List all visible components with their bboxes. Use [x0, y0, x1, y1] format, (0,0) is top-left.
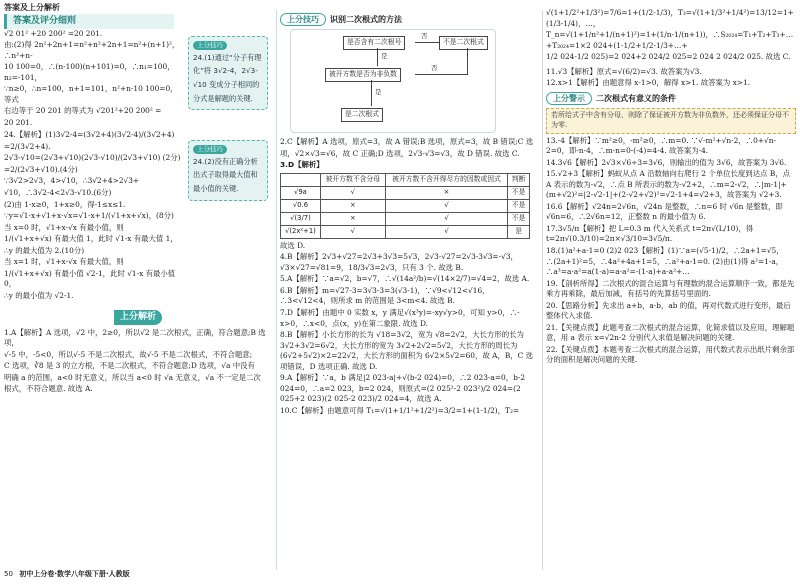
tip-box	[188, 140, 268, 201]
question-12: 12.x>1【解析】由题意得 x-1>0，解得 x>1. 故答案为 x>1.	[546, 78, 751, 88]
table-cell: 不是	[508, 186, 530, 199]
flow-box-nonneg: 被开方数是否为非负数	[325, 68, 401, 82]
text-line: ∴y 的最小值为 √2-1.	[4, 290, 74, 300]
tip-text: 24.(1)通过“分子有理化”将 3√2-4，2√3-√10 变成分子相同的分式是解题的关键.	[193, 52, 262, 103]
text-line: 15.√2+3【解析】蚂蚁从点 A 沿数轴向右爬行 2 个单位长度到达点 B，点 A 表示的数为-√2，∴点 B 所表示的数为-√2+2，∴m=2-√2，∴|m-1|+(m+√2)²=|2-√2-1|+(2-√2+√2)²=√2-1+4=√2+3，故答案为 √2+3.	[546, 169, 791, 200]
text-line: 24.【解析】(1)3√2-4=(3√2+4)(3√2-4)/(3√2+4)	[4, 130, 175, 140]
page-number: 50	[4, 570, 13, 578]
text-line: 1/(√1+x+√x) 有最大值 1，此时 √1-x 有最大值 1，	[4, 234, 178, 244]
text-line: =2/(3√2+4).	[4, 141, 51, 151]
text-line: 明确 a 的范围，a<0 时无意义，所以当 a<0 时 √a 无意义，√a 不一定是二次	[4, 372, 261, 382]
text-line: 16.6【解析】√24n=2√6n，√24n 是整数，∴n=6 时 √6n 是整数，即 √6n=6，∴2√6n=12，正整数 n 的最小值为 6.	[546, 201, 783, 222]
table-cell: √9a	[281, 186, 321, 199]
text-line: ∵3√2>2√3，4>√10，∴3√2+4>2√3+	[4, 176, 140, 186]
questions-4-10	[280, 252, 538, 416]
question-3-end: 故选 D.	[280, 240, 306, 250]
page-footer	[4, 570, 130, 580]
table-cell: ×	[320, 199, 385, 212]
table-row	[281, 199, 530, 212]
table-cell: 是	[508, 225, 530, 238]
method-header	[280, 13, 538, 26]
table-cell: 不是	[508, 199, 530, 212]
table-cell: √	[385, 199, 507, 212]
text-line: 20.【思路分析】先求出 a+b，a-b，ab 的值，再对代数式进行变形，最后整体代入求值.	[546, 300, 791, 321]
text-line: 14.3√6【解析】2√3×√6÷3=3√6，则输出的值为 3√6，故答案为 3√6.	[546, 157, 787, 167]
flow-arrow	[415, 42, 439, 43]
flow-arrow	[377, 48, 378, 66]
text-line: ∴y 的最大值为 2.(10分)	[4, 245, 85, 255]
question-24	[4, 130, 182, 301]
tip-text: 24.(2)没有正确分析出式子取得最大值和最小值的关键.	[193, 156, 258, 194]
table-cell: √	[385, 212, 507, 225]
warn-title: 二次根式有意义的条件	[596, 93, 676, 103]
text-line: 2.C【解析】A 选项，原式=3，故 A 错误;B 选项，原式=3，故 B 错误;C 选	[280, 137, 534, 147]
intro-text	[4, 29, 182, 129]
table-row	[281, 225, 530, 238]
answer-main	[4, 14, 182, 302]
analysis-banner: 上分解析	[114, 310, 162, 325]
table-cell: √(2x²+1)	[281, 225, 321, 238]
tip-tag: 上分技巧	[193, 41, 227, 50]
question-3-table	[280, 173, 530, 239]
method-pill: 上分技巧	[280, 13, 326, 26]
flow-label-yes: 是	[381, 52, 388, 61]
text-line: 22.【关键点拨】本题考查二次根式的混合运算，用代数式表示出纸片剩余部分的面积是解决问题的关键.	[546, 344, 795, 365]
page-header: 答案及上分解析	[4, 3, 60, 12]
table-cell: √	[385, 225, 507, 238]
text-line: 当 x=1 时，√1+x-√x 有最大值，则	[4, 257, 124, 267]
flow-arrow	[467, 48, 468, 75]
text-line: √10，∴3√2-4<2√3-√10.(6分)	[4, 187, 112, 197]
questions-13-22	[546, 136, 796, 366]
table-cell: √(3/7)	[281, 212, 321, 225]
column-divider	[276, 10, 277, 570]
text-line: 2√3-√10=(2√3+√10)(2√3-√10)/(2√3+√10) (2分)	[4, 153, 181, 163]
warn-box: 若所给式子中含有分母，则除了保证被开方数为非负数外，还必须保证分母不为零.	[546, 108, 796, 134]
text-line: √2 01² +20 200² =20 201.	[4, 28, 103, 38]
column-left	[4, 14, 272, 570]
text-line: T_n=√(1+1/n²+1/(n+1)²)=1+(1/n-1/(n+1))，∴S₂₀₂₄=T₁+T₂+T₃+…+T₂₀₂₄=1×2 024+(1-1/2+1/2-1/3+…+	[546, 30, 794, 50]
warn-pill: 上分警示	[546, 92, 592, 105]
text-line: 18.(1)a²+a-1=0 (2)2 023【解析】(1)∵a=(√5-1)/2，∴2a+1=√5，∴(2a+1)²=5，∴4a²+4a+1=5，∴a²+a-1=0. (2)由(1)得 a²=1-a，∴a³=a·a²=a(1-a)=a-a²=-(1-a)+a-a²+…	[546, 246, 784, 277]
text-line: 13.-4【解析】∵m²≥0，-m²≥0，∴m=0. ∵√-m²+√n-2，∴0+√n-2=0，即-n-4，∴m-n=0-(-4)=4-4. 故答案为-4.	[546, 135, 776, 156]
column-right	[546, 8, 796, 570]
text-line: =2/(2√3+√10).(4分)	[4, 164, 78, 174]
flow-box-has-root: 是否含有二次根号	[343, 36, 405, 50]
column-divider	[542, 10, 543, 570]
flow-label-no: 否	[421, 32, 428, 41]
flow-box-not-root: 不是二次根式	[439, 36, 488, 50]
table-cell: 不是	[508, 212, 530, 225]
flow-label-yes: 是	[375, 88, 382, 97]
text-line: 项，√2×√3=√6，故 C 正确;D 选项，2√3-√3=√3，故 D 错误. 故选 C.	[280, 148, 520, 158]
table-row	[281, 212, 530, 225]
text-line: 8.B【解析】小长方形的长为 √18=3√2，宽为 √8=2√2，大长方形的长为 3√2+3√2=6√2，大长方形的宽为 3√2+2√2=5√2，大长方形的周长为(6√2+5√2)×2=22√2，大长方形的面积为 6√2×5√2=60，故 A，B，C 选项错误，D 选项正确. 故选 D.	[280, 330, 534, 371]
text-line: √(1+1/2²+1/3²)=7/6=1+(1/2-1/3)，T₃=√(1+1/3²+1/4²)=13/12=1+(1/3-1/4)，…，	[546, 8, 794, 28]
text-line: 4.B【解析】2√3+√27=2√3+3√3=5√3，2√3-√27=2√3-3√3=-√3，√3×√27=√81=9，18/3√3=2√3，只有 3 个. 故选 B.	[280, 252, 518, 272]
flow-arrow	[415, 74, 467, 75]
method-title: 识别二次根式的方法	[330, 15, 402, 24]
text-line: √-5 中，-5<0，所以√-5 不是二次根式，故√-5 不是二次根式，不符合题意;	[4, 349, 253, 359]
tip-box	[188, 36, 268, 110]
text-line: 右边等于 20 201 的等式为 √201²+20 200² =	[4, 106, 162, 116]
text-line: 1/(√1+x+√x) 有最小值 √2-1，此时 √1-x 有最小值 0，	[4, 268, 176, 289]
text-line: 1.A【解析】A 选项，√2 中，2≥0，所以√2 是二次根式，正确，符合题意;B 选项，	[4, 327, 266, 348]
table-cell: √0.6	[281, 199, 321, 212]
flow-arrow	[371, 80, 372, 106]
footer-title: 初中上分卷·数学八年级下册·人教版	[19, 570, 130, 578]
table-header-cell	[281, 173, 321, 186]
text-line: 当 x=0 时，√1+x-√x 有最小值，则	[4, 222, 124, 232]
question-11: 11.√3【解析】原式=√(6/2)=√3. 故答案为√3.	[546, 66, 702, 76]
question-1	[4, 328, 272, 395]
flow-box-is-root: 是二次根式	[341, 108, 383, 122]
question-10-cont	[546, 8, 796, 63]
text-line: 9.A【解析】∵a，b 满足|2 023-a|+√(b-2 024)=0，∴2 023-a=0，b-2 024=0，∴a=2 023，b=2 024，则原式=(2 025²-2 023²)/2 024=(2 025+2 023)(2 025-2 023)/2 024=4，故选 A.	[280, 373, 526, 404]
question-3-head: 3.D【解析】	[280, 160, 324, 170]
text-line: 5.A【解析】∵a=√2，b=√7，∴√(14a²/b)=√(14×2/7)=√4=2，故选 A.	[280, 274, 530, 284]
table-header-cell: 被开方数不含分母	[320, 173, 385, 186]
question-2	[280, 137, 538, 159]
text-line: C 选项，∛8 是 3 的立方根，不是二次根式，不符合题意;D 选项，√a 中没有	[4, 361, 255, 371]
text-line: ∵n≥0，∴n=100，n+1=101，n²+n-10 100=0，等式	[4, 84, 178, 104]
text-line: (2)由 1-x≥0，1+x≥0，得-1≤x≤1.	[4, 199, 126, 209]
text-line: ∵y=√1-x+√1+x-√x=√1-x+1/(√1+x+√x)，(8分)	[4, 211, 174, 221]
section-banner: 答案及评分细则	[4, 14, 174, 29]
flow-label-no: 否	[431, 64, 438, 73]
column-middle	[280, 10, 538, 570]
table-cell: ×	[320, 212, 385, 225]
text-line: 19.【剖析所得】二次根式的混合运算与有理数的混合运算顺序一致，都是先乘方再乘除，最后加减，有括号的先算括号里面的.	[546, 278, 795, 299]
tip-tag: 上分技巧	[193, 145, 227, 154]
text-line: 20 201.	[4, 117, 33, 127]
text-line: 7.D【解析】由题中 0 实数 x，y 满足√(x³y)=-xy√y>0，可知 y>0，∴-x>0，∴x<0，点(x，y)在第二象限. 故选 D.	[280, 308, 520, 328]
table-cell: √	[320, 186, 385, 199]
table-row	[281, 186, 530, 199]
table-header-cell: 被开方数不含开得尽方的因数或因式	[385, 173, 507, 186]
text-line: 根式，不符合题意. 故选 A.	[4, 384, 93, 394]
text-line: 17.3√5/π【解析】把 L=0.3 m 代入关系式 t=2π√(L/10)，得 t=2π√(0.3/10)=2π×√3/10=3√5/π.	[546, 223, 754, 244]
text-line: 由:(2)得 2n²+2n+1=n²+n²+2n+1=n²+(n+1)²，∴n²+n-	[4, 40, 180, 60]
text-line: 21.【关键点拨】此题考查二次根式的混合运算，化简求值以及应用，理解题意，用 a 表示 x=√2n-2 分别代入求值是解决问题的关键.	[546, 322, 795, 343]
table-cell: ×	[385, 186, 507, 199]
table-cell: √	[320, 225, 385, 238]
text-line: 6.B【解析】m=√27-3=3√3-3=3(√3-1)，∵√9<√12<√16，∴3<√12<4，则所求 m 的范围是 3<m<4. 故选 B.	[280, 285, 490, 306]
text-line: 1/2 024-1/2 025)=2 024+2 024/2 025=2 024 2 024/2 025. 故选 C.	[546, 52, 791, 62]
text-line: 10.C【解析】由题意可得 T₁=√(1+1/1²+1/2²)=3/2=1+(1-1/2)，T₂=	[280, 405, 520, 415]
table-header-cell: 判断	[508, 173, 530, 186]
flowchart	[290, 29, 496, 133]
warn-header	[546, 92, 796, 105]
text-line: 10 100=0，∴(n-100)(n+101)=0，∴n₁=100，n₂=-101，	[4, 62, 175, 82]
